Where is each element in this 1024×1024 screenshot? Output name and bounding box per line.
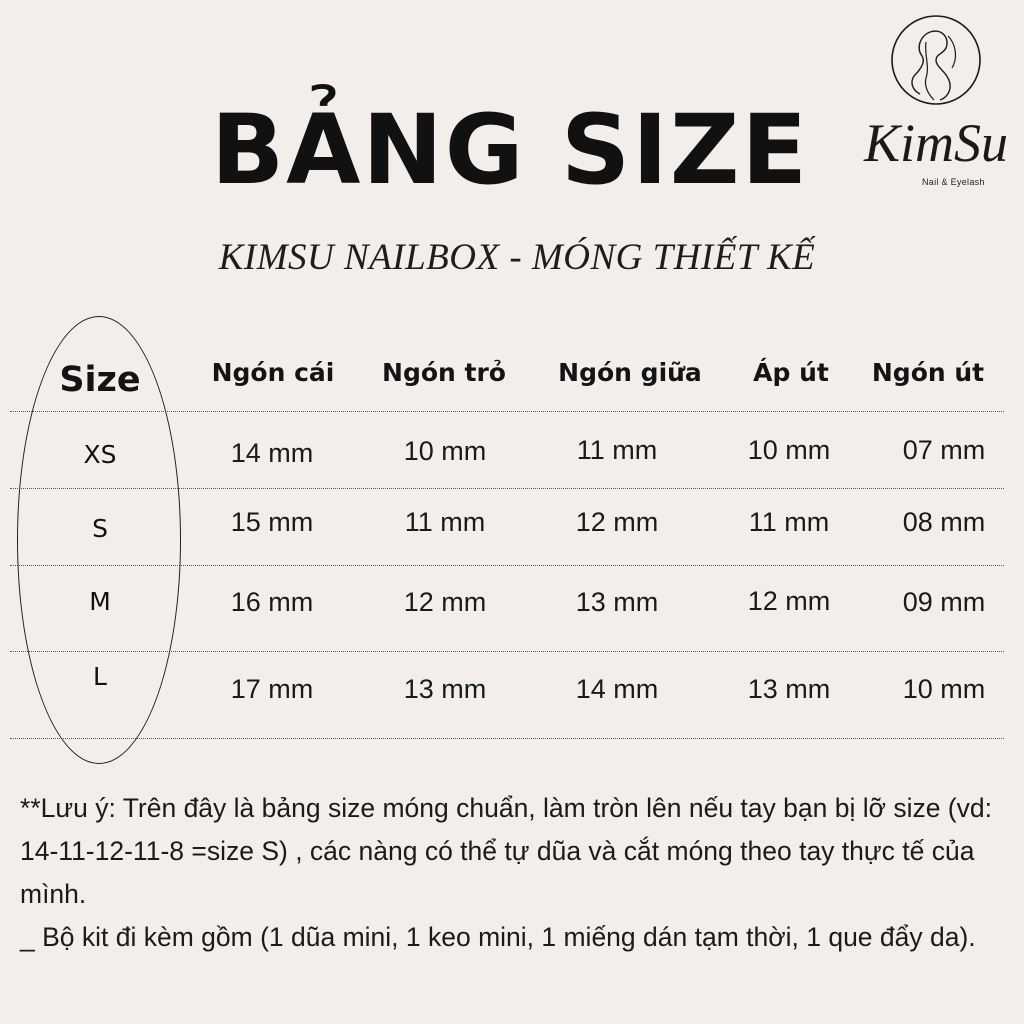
page-title: [0, 94, 1024, 206]
row-size-label: S: [92, 514, 108, 543]
column-header-pinky: Ngón út: [871, 358, 985, 387]
note-size-guidance: **Lưu ý: Trên đây là bảng size móng chuẩn, làm tròn lên nếu tay bạn bị lỡ size (vd: 14-11-12-11-8 =size S) , các nàng có thể tự dũa và cắt móng theo tay thực tế của mình.: [20, 793, 992, 909]
table-cell: 16 mm: [230, 587, 314, 617]
column-header-thumb: Ngón cái: [211, 358, 335, 387]
table-cell: 11 mm: [576, 435, 658, 465]
table-cell: 11 mm: [404, 507, 486, 537]
table-cell: 13 mm: [575, 587, 659, 617]
table-cell: 12 mm: [747, 586, 831, 616]
table-cell: 15 mm: [230, 507, 314, 537]
table-cell: 07 mm: [902, 435, 986, 465]
table-cell: 14 mm: [575, 674, 659, 704]
table-divider: [10, 565, 1004, 566]
table-divider: [10, 651, 1004, 652]
row-size-label: XS: [83, 440, 117, 469]
table-cell: 13 mm: [747, 674, 831, 704]
row-size-label: L: [93, 662, 107, 691]
table-divider: [10, 738, 1004, 739]
woman-silhouette-circle-icon: [890, 14, 982, 106]
table-cell: 09 mm: [902, 587, 986, 617]
table-cell: 11 mm: [748, 507, 830, 537]
table-cell: 12 mm: [403, 587, 487, 617]
logo-wordmark: KimSu: [863, 113, 1009, 173]
size-column-header: Size: [59, 360, 141, 400]
table-cell: 12 mm: [575, 507, 659, 537]
page-title-text: BẢNG SIZE: [210, 94, 810, 206]
table-cell: 13 mm: [403, 674, 487, 704]
table-cell: 14 mm: [230, 438, 314, 468]
notes-section: [20, 787, 1010, 959]
table-divider: [10, 411, 1004, 412]
table-cell: 10 mm: [403, 436, 487, 466]
table-cell: 10 mm: [902, 674, 986, 704]
column-header-ring: Áp út: [753, 358, 829, 387]
table-cell: 08 mm: [902, 507, 986, 537]
logo-tagline: Nail & Eyelash: [922, 177, 985, 187]
table-cell: 10 mm: [747, 435, 831, 465]
note-kit-contents: _ Bộ kit đi kèm gồm (1 dũa mini, 1 keo mini, 1 miếng dán tạm thời, 1 que đẩy da).: [20, 922, 976, 952]
page-subtitle: [0, 236, 1024, 279]
column-header-middle: Ngón giữa: [558, 358, 702, 387]
table-cell: 17 mm: [230, 674, 314, 704]
row-size-label: M: [89, 587, 111, 616]
page-subtitle-text: KIMSU NAILBOX - MÓNG THIẾT KẾ: [218, 237, 816, 278]
table-divider: [10, 488, 1004, 489]
column-header-index: Ngón trỏ: [382, 358, 506, 387]
